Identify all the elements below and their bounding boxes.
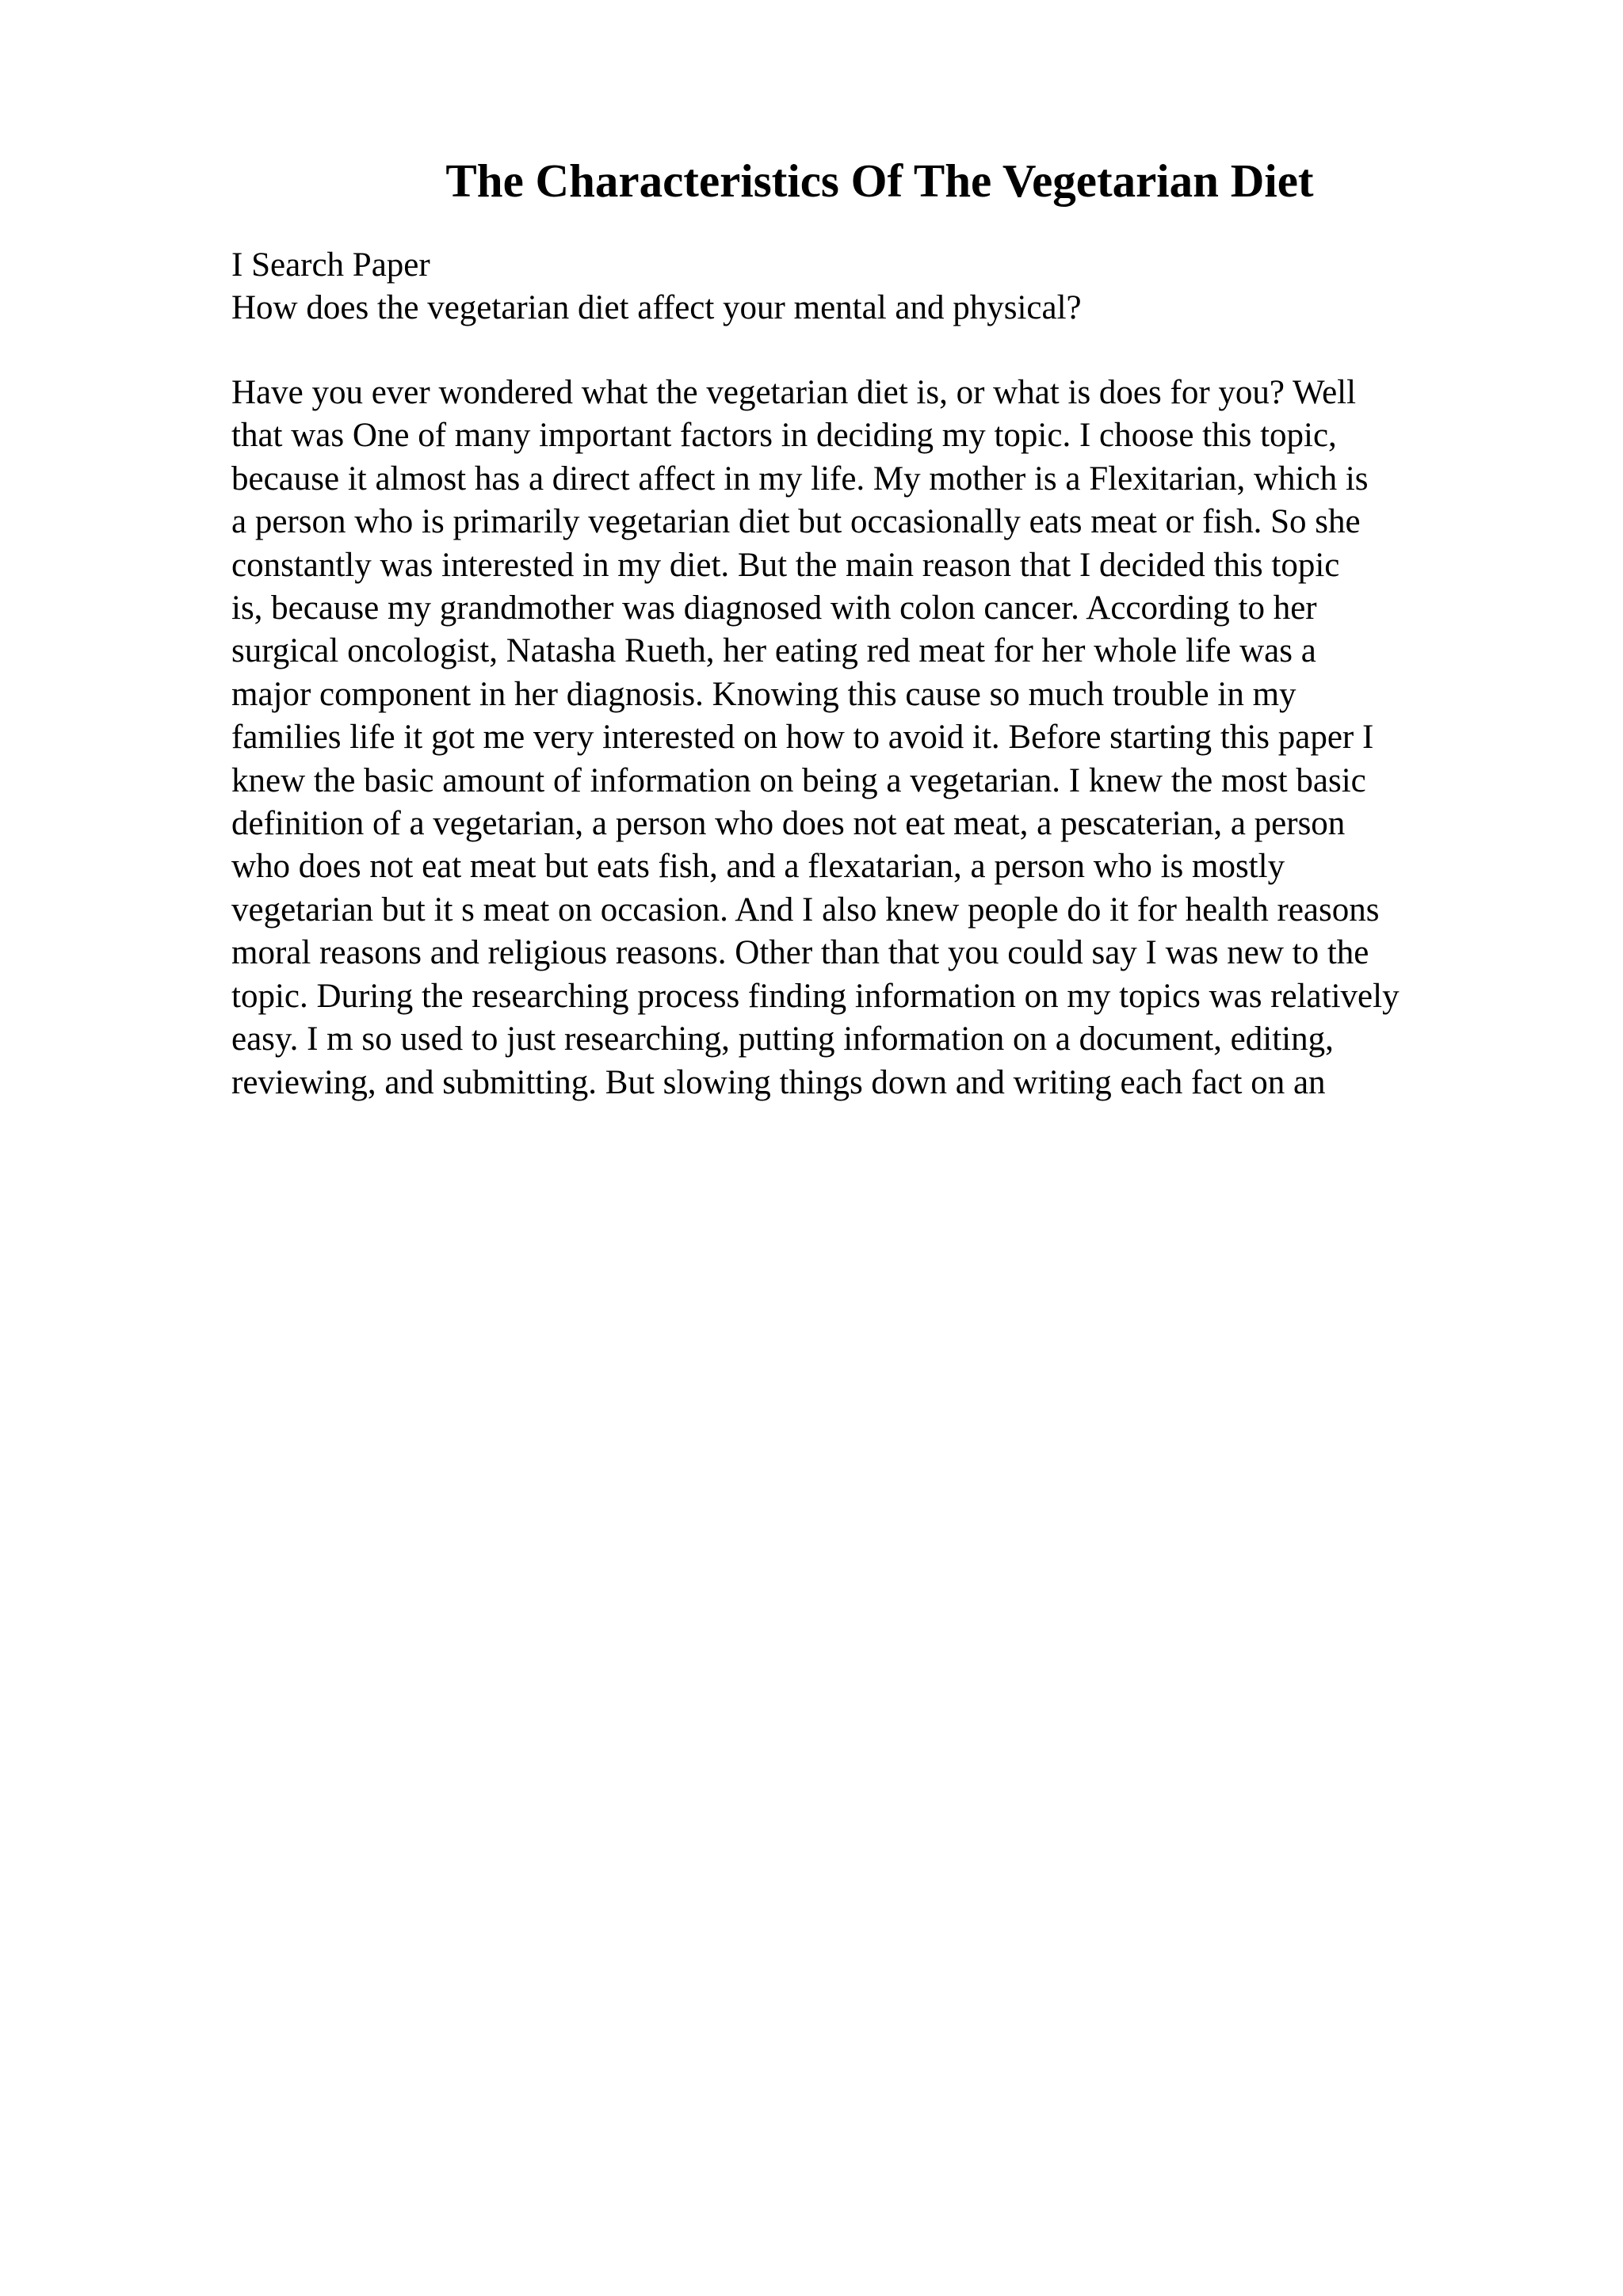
paragraph-line: constantly was interested in my diet. But the main reason that I decided this topic (231, 546, 1340, 584)
paragraph-line: Have you ever wondered what the vegetarian diet is, or what is does for you? Well (231, 374, 1357, 411)
page-title: The Characteristics Of The Vegetarian Diet (445, 154, 1314, 207)
paragraph-line: who does not eat meat but eats fish, and a flexatarian, a person who is mostly (231, 848, 1285, 886)
paragraph-line: definition of a vegetarian, a person who does not eat meat, a pescaterian, a person (231, 805, 1346, 843)
paragraph-line: is, because my grandmother was diagnosed with colon cancer. According to her (231, 589, 1317, 627)
research-question: How does the vegetarian diet affect your mental and physical? (231, 289, 1082, 326)
paragraph-line: knew the basic amount of information on being a vegetarian. I knew the most basic (231, 761, 1366, 799)
paragraph-line: reviewing, and submitting. But slowing things down and writing each fact on an (231, 1063, 1326, 1101)
paper-type-label: I Search Paper (231, 246, 430, 284)
paragraph-line: vegetarian but it s meat on occasion. And I also knew people do it for health reasons (231, 891, 1380, 929)
paper-header (231, 244, 1515, 330)
paragraph-line: surgical oncologist, Natasha Rueth, her eating red meat for her whole life was a (231, 632, 1316, 670)
paragraph-line: a person who is primarily vegetarian diet but occasionally eats meat or fish. So she (231, 503, 1361, 541)
paragraph-line: families life it got me very interested on how to avoid it. Before starting this paper I (231, 719, 1374, 757)
body-paragraph (231, 372, 1515, 1104)
paragraph-line: topic. During the researching process finding information on my topics was relatively (231, 977, 1400, 1015)
paragraph-line: easy. I m so used to just researching, putting information on a document, editing, (231, 1020, 1334, 1058)
paragraph-line: because it almost has a direct affect in my life. My mother is a Flexitarian, which is (231, 460, 1369, 498)
paragraph-line: major component in her diagnosis. Knowing this cause so much trouble in my (231, 675, 1296, 713)
paragraph-line: that was One of many important factors in deciding my topic. I choose this topic, (231, 417, 1337, 455)
paragraph-line: moral reasons and religious reasons. Other than that you could say I was new to the (231, 934, 1369, 972)
